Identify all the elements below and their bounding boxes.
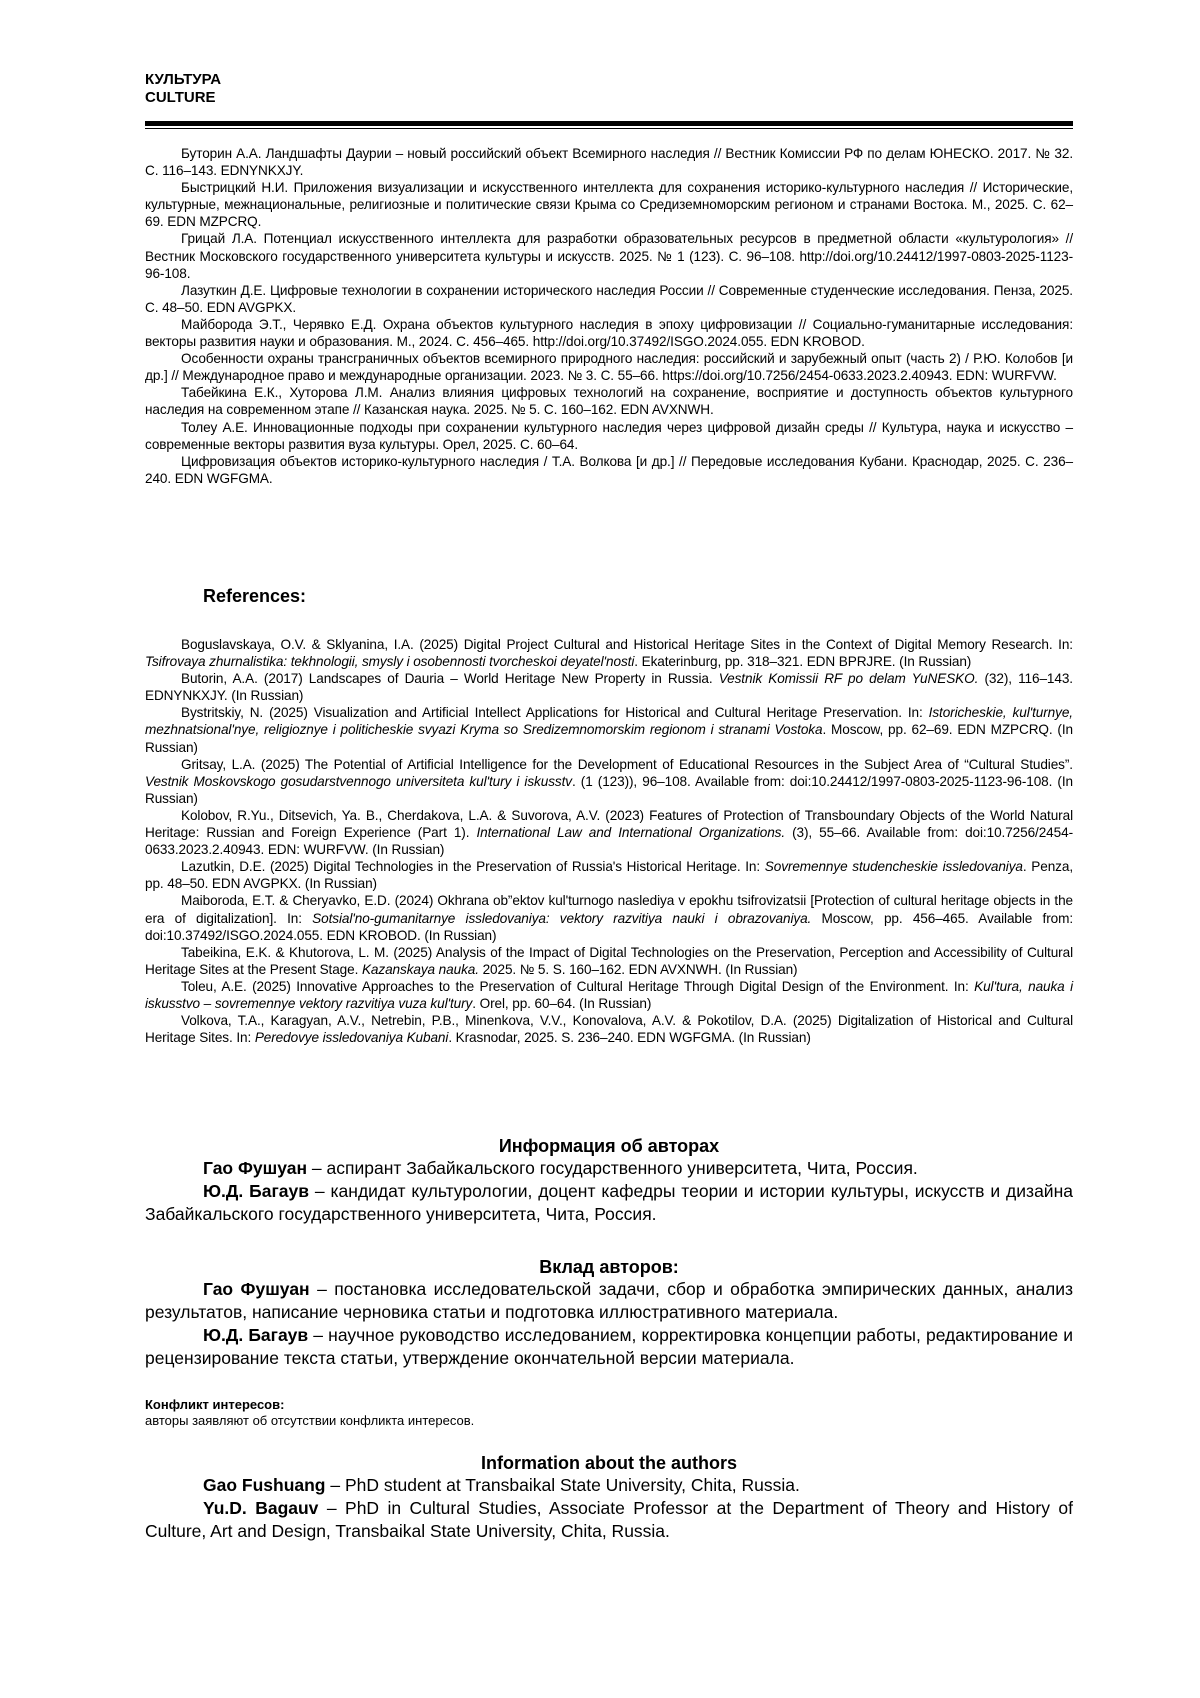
reference-en-text: Moscow, pp. 456–465. Available from: doi:10.37492/ISGO.2024.055. EDN KROBOD. (In Russian) [145,910,1073,943]
reference-ru: Цифровизация объектов историко-культурного наследия / Т.А. Волкова [и др.] // Передовые исследования Кубани. Краснодар, 2025. С. 236–240. EDN WGFGMA. [145,453,1073,486]
reference-en-source: Vestnik Moskovskogo gosudarstvennogo universiteta kul'tury i iskusstv [145,773,572,789]
author-entry [145,1474,1073,1497]
author-name: Yu.D. Bagauv [203,1498,319,1518]
author-description: – PhD student at Transbaikal State University, Chita, Russia. [325,1475,800,1495]
reference-en-text: . Ekaterinburg, pp. 318–321. EDN BPRJRE. (In Russian) [634,654,972,670]
references-en-list [145,636,1073,1046]
references-heading: References: [203,586,307,606]
author-name: Ю.Д. Багаув [203,1325,309,1345]
reference-en [145,892,1073,943]
reference-en [145,756,1073,807]
author-description: – аспирант Забайкальского государственного университета, Чита, Россия. [307,1158,918,1178]
reference-en-source: Peredovye issledovaniya Kubani [254,1030,449,1046]
reference-en-text: Butorin, A.A. (2017) Landscapes of Dauria – World Heritage New Property in Russia. [181,671,719,687]
author-name: Gao Fushuang [203,1475,326,1495]
reference-en-text: (32), 116–143. EDNYNKXJY. (In Russian) [145,671,1073,704]
author-entry [145,1497,1073,1543]
reference-en-source: Kul'tura, nauka i iskusstvo – sovremennye vektory razvitiya vuza kul'tury [145,978,1074,1011]
authors-info-ru [145,1135,1073,1226]
reference-ru: Лазуткин Д.Е. Цифровые технологии в сохранении исторического наследия России // Современные студенческие исследования. Пенза, 2025. С. 48–50. EDN AVGPKX. [145,282,1073,315]
reference-en-text: . (1 (123)), 96–108. Available from: doi:10.24412/1997-0803-2025-1123-96-108. (In Russian) [145,773,1073,806]
author-name: Ю.Д. Багаув [203,1181,309,1201]
reference-en-text: Toleu, A.E. (2025) Innovative Approaches to the Preservation of Cultural Heritage Through Digital Design of the Environment. In: [181,978,975,994]
conflict-title: Конфликт интересов: [145,1397,285,1412]
author-description: – кандидат культурологии, доцент кафедры теории и истории культуры, искусств и дизайна Забайкальского государственного университета, Чита, Россия. [145,1181,1073,1224]
authors-contribution-ru [145,1256,1073,1370]
author-name: Гао Фушуан [203,1158,308,1178]
contribution-entry [145,1278,1073,1324]
reference-en-source: Sovremennye studencheskie issledovaniya [764,859,1023,875]
reference-en-source: Sotsial'no-gumanitarnye issledovaniya: vektory razvitiya nauki i obrazovaniya. [312,910,812,926]
reference-en-source: Tsifrovaya zhurnalistika: tekhnologii, smysly i osobennosti tvorcheskoi deyatel'nosti [145,654,635,670]
reference-en-text: . Moscow, pp. 62–69. EDN MZPCRQ. (In Russian) [145,722,1073,755]
reference-en [145,704,1073,755]
reference-en-text: . Orel, pp. 60–64. (In Russian) [472,995,652,1011]
header-rule [145,121,1073,129]
reference-en [145,670,1073,704]
reference-en [145,978,1073,1012]
conflict-of-interest [145,1397,1073,1429]
author-entry [145,1157,1073,1180]
reference-ru: Майборода Э.Т., Черявко Е.Д. Охрана объектов культурного наследия в эпоху цифровизации // Социально-гуманитарные исследования: векторы развития науки и образования. М., 2024. С. 456–465. http://doi.org/10.37492/ISGO.2024.055. EDN KROBOD. [145,316,1073,350]
reference-en-text: Gritsay, L.A. (2025) The Potential of Artificial Intelligence for the Development of Educational Resources in the Subject Area of “Cultural Studies”. [181,756,1073,772]
reference-ru: Грицай Л.А. Потенциал искусственного интеллекта для разработки образовательных ресурсов в предметной области «культурология» // Вестник Московского государственного университета культуры и искусств. 2025. № 1 (123). С. 96–108. http://doi.org/10.24412/1997-0803-2025-1123-96-108. [145,231,1073,281]
reference-en-source: International Law and International Organizations. [476,825,786,841]
references-ru-list [145,145,1073,487]
reference-ru: Быстрицкий Н.И. Приложения визуализации и искусственного интеллекта для сохранения историко-культурного наследия // Исторические, культурные, межнациональные, религиозные и политические связи Крыма со Средиземноморским регионом и странами Востока. М., 2025. С. 62–69. EDN MZPCRQ. [145,180,1073,230]
reference-en-source: Kazanskaya nauka. [361,961,479,977]
reference-en [145,636,1073,670]
reference-en-text: Volkova, T.A., Karagyan, A.V., Netrebin, P.B., Minenkova, V.V., Konovalova, A.V. & Pokotilov, D.A. (2025) Digitalization of Historical and Cultural Heritage Sites. In: [145,1013,1073,1046]
contribution-entry [145,1324,1073,1370]
contribution-description: – постановка исследовательской задачи, сбор и обработка эмпирических данных, анализ результатов, написание черновика статьи и подготовка иллюстративного материала. [145,1279,1073,1322]
reference-en-text: . Penza, pp. 48–50. EDN AVGPKX. (In Russian) [145,859,1073,892]
reference-en-text: Maiboroda, E.T. & Cheryavko, E.D. (2024) Okhrana ob”ektov kul'turnogo naslediya v epokhu tsifrovizatsii [Protection of cultural heritage objects in the era of digitalization]. In: [145,893,1073,926]
reference-ru: Толеу А.Е. Инновационные подходы при сохранении культурного наследия через цифровой дизайн среды // Культура, наука и искусство – современные векторы развития вуза культуры. Орел, 2025. С. 60–64. [145,419,1073,452]
running-head [145,71,221,107]
running-head-en: CULTURE [145,89,216,106]
reference-en [145,807,1073,858]
reference-en-text: . Krasnodar, 2025. S. 236–240. EDN WGFGMA. (In Russian) [448,1030,811,1046]
author-description: – PhD in Cultural Studies, Associate Professor at the Department of Theory and History of Culture, Art and Design, Transbaikal State University, Chita, Russia. [145,1498,1073,1541]
reference-en [145,858,1073,892]
reference-en-text: Kolobov, R.Yu., Ditsevich, Ya. B., Cherdakova, L.A. & Suvorova, A.V. (2023) Features of Protection of Transboundary Objects of the World Natural Heritage: Russian and Foreign Experience (Part 1). [145,807,1073,841]
authors-info-ru-title: Информация об авторах [498,1136,720,1156]
reference-en-text: Bystritskiy, N. (2025) Visualization and Artificial Intellect Applications for Historical and Cultural Heritage Preservation. In: [181,705,929,721]
reference-en [145,944,1073,978]
authors-info-en-title: Information about the authors [481,1453,737,1473]
reference-en-text: Tabeikina, E.K. & Khutorova, L. M. (2025) Analysis of the Impact of Digital Technologies on the Preservation, Perception and Accessibility of Cultural Heritage Sites at the Present Stage. [145,944,1073,977]
running-head-ru: КУЛЬТУРА [145,71,222,88]
author-name: Гао Фушуан [203,1279,310,1299]
contribution-description: – научное руководство исследованием, корректировка концепции работы, редактирование и рецензирование текста статьи, утверждение окончательной версии материала. [145,1325,1073,1368]
reference-en [145,1012,1073,1046]
author-entry [145,1180,1073,1226]
reference-en-text: Lazutkin, D.E. (2025) Digital Technologies in the Preservation of Russia's Historical Heritage. In: [181,859,765,875]
conflict-text: авторы заявляют об отсутствии конфликта интересов. [145,1413,475,1428]
authors-info-en [145,1452,1073,1543]
reference-ru: Табейкина Е.К., Хуторова Л.М. Анализ влияния цифровых технологий на сохранение, восприятие и доступность объектов культурного наследия на современном этапе // Казанская наука. 2025. № 5. С. 160–162. EDN AVXNWH. [145,385,1073,418]
reference-ru: Особенности охраны трансграничных объектов всемирного природного наследия: российский и зарубежный опыт (часть 2) / Р.Ю. Колобов [и др.] // Международное право и международные организации. 2023. № 3. С. 55–66. https://doi.org/10.7256/2454-0633.2023.2.40943. EDN: WURFVW. [145,351,1073,384]
authors-contribution-title: Вклад авторов: [539,1257,679,1277]
reference-en-source: Istoricheskie, kul'turnye, mezhnatsional'nye, religioznye i politicheskie svyazi Kryma so Sredizemnomorskim regionom i stranami Vostoka [145,705,1073,738]
reference-en-text: Boguslavskaya, O.V. & Sklyanina, I.A. (2025) Digital Project Cultural and Historical Heritage Sites in the Context of Digital Memory Research. In: [181,637,1073,652]
reference-en-text: (3), 55–66. Available from: doi:10.7256/2454-0633.2023.2.40943. EDN: WURFVW. (In Russian) [145,825,1073,858]
reference-en-text: 2025. № 5. S. 160–162. EDN AVXNWH. (In Russian) [478,961,798,977]
reference-ru: Буторин А.А. Ландшафты Даурии – новый российский объект Всемирного наследия // Вестник Комиссии РФ по делам ЮНЕСКО. 2017. № 32. С. 116–143. EDNYNKXJY. [145,146,1073,179]
reference-en-source: Vestnik Komissii RF po delam YuNESKO. [718,671,979,687]
